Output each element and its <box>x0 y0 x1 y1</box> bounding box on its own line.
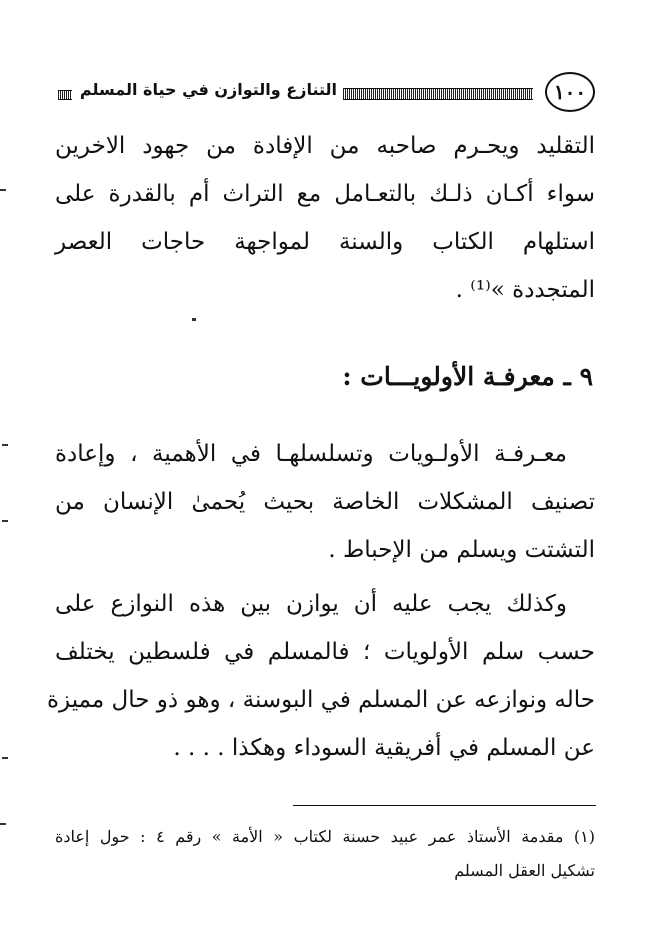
text-line: تصنيف المشكلات الخاصة بحيث يُحمىٰ الإنسان من <box>55 489 595 515</box>
footnote <box>55 820 595 888</box>
section-heading: ٩ ـ معرفـة الأولويـــات : <box>342 362 593 391</box>
text-line: عن المسلم في أفريقية السوداء وهكذا . . . . <box>173 735 595 761</box>
scan-edge-mark <box>0 189 6 191</box>
text-line: التقليد ويحـرم صاحبه من الإفادة من جهود الاخرين <box>55 133 595 159</box>
scan-edge-mark <box>2 444 8 446</box>
text-line: حاله ونوازعه عن المسلم في البوسنة ، وهو ذو حال مميزة <box>46 687 595 713</box>
text-line: استلهام الكتاب والسنة لمواجهة حاجات العصر <box>55 229 595 255</box>
page-number: ١٠٠ <box>545 72 595 112</box>
page-header <box>50 68 595 120</box>
header-ornament-bar <box>343 88 533 100</box>
scan-speck <box>192 318 196 321</box>
text-line: وكذلك يجب عليه أن يوازن بين هذه النوازع على <box>55 591 567 617</box>
header-ornament-end <box>58 90 72 100</box>
footnote-line: (١) مقدمة الأستاذ عمر عبيد حسنة لكتاب « الأمة » رقم ٤ : حول إعادة <box>55 827 596 846</box>
text-line: معـرفـة الأولـويات وتسلسلهـا في الأهمية ، وإعادة <box>55 441 567 467</box>
scan-edge-mark <box>2 757 8 759</box>
scan-edge-mark <box>0 823 6 825</box>
paragraph-balance <box>46 580 595 772</box>
running-title: التنازع والتوازن في حياة المسلم <box>79 80 337 99</box>
text-line: سواء أكـان ذلـك بالتعـامل مع التراث أم بالقدرة على <box>55 181 595 207</box>
text-line: المتجددة »⁽¹⁾ . <box>455 277 595 303</box>
footnote-line: تشكيل العقل المسلم <box>454 861 595 880</box>
paragraph-continued <box>55 122 595 314</box>
text-line: التشتت ويسلم من الإحباط . <box>328 537 595 563</box>
paragraph-priorities <box>55 430 595 574</box>
scan-edge-mark <box>2 520 8 522</box>
footnote-separator <box>293 805 596 806</box>
text-line: حسب سلم الأولويات ؛ فالمسلم في فلسطين يختلف <box>55 639 595 665</box>
